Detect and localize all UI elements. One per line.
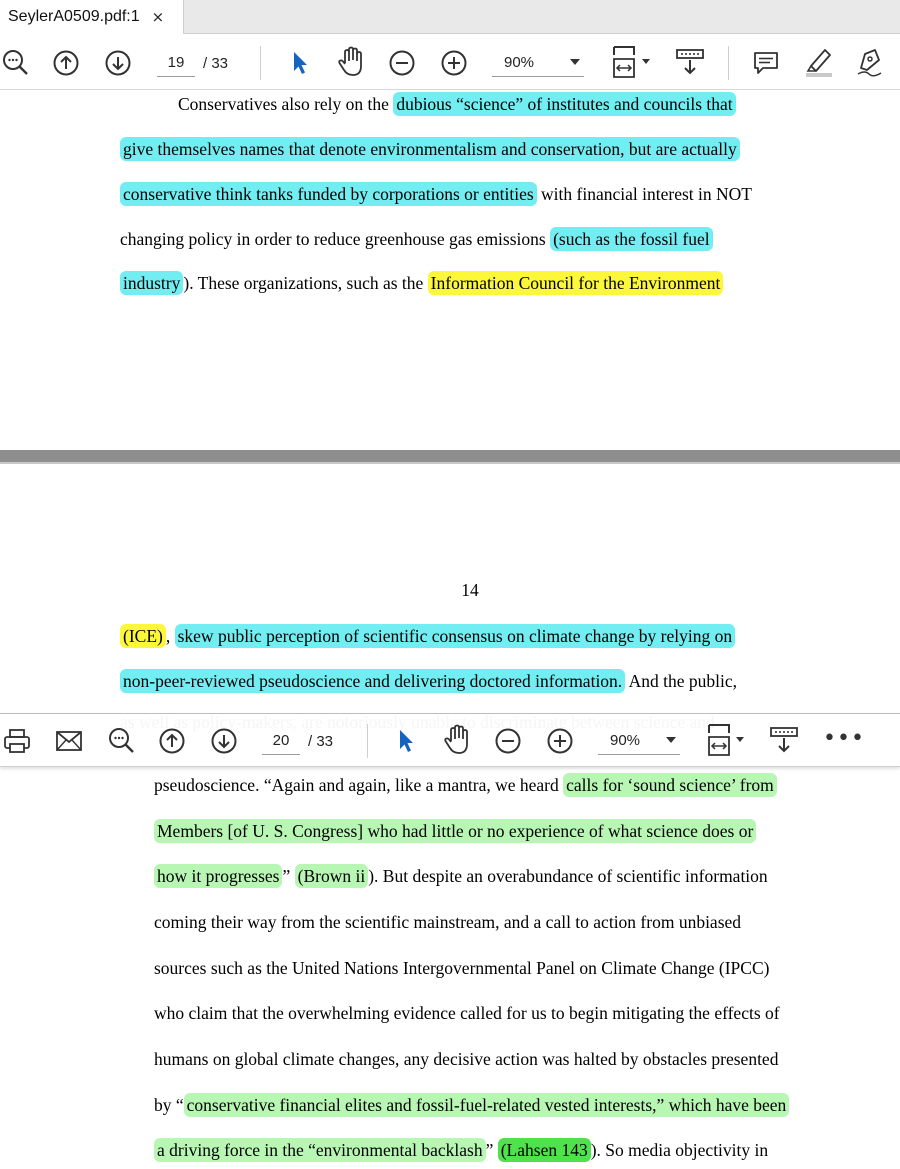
toolbar-divider	[728, 46, 729, 80]
highlight-annotation[interactable]: conservative financial elites and fossil-fuel-related vested interests,” which have been	[184, 1093, 790, 1117]
highlight-annotation[interactable]: dubious “science” of institutes and councils that	[393, 92, 735, 116]
text-run: Conservatives also rely on the	[178, 94, 394, 114]
highlight-annotation[interactable]: Information Council for the Environment	[428, 271, 724, 295]
highlight-annotation[interactable]: (Brown ii	[295, 864, 369, 888]
highlight-annotation[interactable]: a driving force in the “environmental backlash	[154, 1138, 486, 1162]
highlight-annotation[interactable]: (Lahsen 143	[498, 1138, 591, 1162]
chevron-down-icon	[666, 737, 676, 743]
print-icon[interactable]	[2, 726, 32, 756]
text-line	[120, 228, 713, 250]
text-line	[154, 820, 756, 842]
text-line	[154, 1094, 789, 1116]
document-tab[interactable]	[0, 0, 184, 34]
text-line	[154, 1048, 778, 1070]
scroll-mode-icon[interactable]	[769, 724, 799, 756]
search-icon[interactable]	[0, 47, 30, 77]
floating-toolbar	[0, 713, 900, 767]
toolbar-divider	[367, 724, 368, 758]
hand-icon[interactable]	[442, 724, 472, 756]
page-number-input[interactable]: 19	[157, 49, 195, 77]
zoom-out-icon[interactable]	[388, 49, 416, 77]
text-run: ”	[485, 1140, 498, 1160]
chevron-down-icon	[570, 59, 580, 65]
zoom-select[interactable]	[598, 727, 680, 755]
highlight-annotation[interactable]: give themselves names that denote environmentalism and conservation, but are actually	[120, 137, 740, 161]
text-run: ). But despite an overabundance of scientific information	[368, 866, 768, 886]
text-run: pseudoscience. “Again and again, like a mantra, we heard	[154, 775, 564, 795]
page-total: / 33	[308, 733, 334, 750]
select-arrow-icon[interactable]	[394, 726, 418, 756]
fit-page-icon[interactable]	[610, 45, 638, 79]
text-line	[120, 272, 723, 294]
text-run: ). These organizations, such as the	[183, 273, 428, 293]
text-run: with financial interest in NOT	[536, 184, 752, 204]
highlight-icon[interactable]	[803, 46, 835, 78]
highlight-annotation[interactable]: industry	[120, 271, 183, 295]
zoom-value: 90%	[610, 732, 641, 749]
text-run: coming their way from the scientific mainstream, and a call to action from unbiased	[154, 912, 742, 932]
text-run: ”	[282, 866, 295, 886]
search-icon[interactable]	[106, 725, 136, 755]
text-line	[154, 1139, 768, 1161]
text-line	[178, 93, 736, 115]
fit-page-dropdown-icon[interactable]	[736, 737, 744, 742]
text-run: who claim that the overwhelming evidence called for us to begin mitigating the effects of	[154, 1003, 780, 1023]
sign-icon[interactable]	[855, 46, 887, 78]
text-run: sources such as the United Nations Intergovernmental Panel on Climate Change (IPCC)	[154, 958, 770, 978]
page-number: 14	[461, 580, 479, 600]
page-down-icon[interactable]	[210, 727, 238, 755]
highlight-annotation[interactable]: how it progresses	[154, 864, 282, 888]
mail-icon[interactable]	[54, 726, 84, 756]
text-line	[154, 865, 768, 887]
page-down-icon[interactable]	[104, 49, 132, 77]
text-run: ). So media objectivity in	[590, 1140, 769, 1160]
text-run: And the public,	[625, 671, 737, 691]
text-run: by “	[154, 1095, 184, 1115]
text-run: humans on global climate changes, any decisive action was halted by obstacles presented	[154, 1049, 779, 1069]
highlight-annotation[interactable]: calls for ‘sound science’ from	[563, 773, 777, 797]
text-line	[120, 183, 752, 205]
highlight-annotation[interactable]: conservative think tanks funded by corporations or entities	[120, 182, 537, 206]
zoom-value: 90%	[504, 54, 535, 71]
text-run: changing policy in order to reduce greenhouse gas emissions	[120, 229, 551, 249]
zoom-select[interactable]	[492, 49, 584, 77]
text-line	[154, 911, 741, 933]
page-total: / 33	[203, 55, 229, 72]
select-arrow-icon[interactable]	[288, 48, 312, 78]
more-icon[interactable]: •••	[823, 726, 865, 751]
text-line	[154, 957, 769, 979]
hand-icon[interactable]	[336, 46, 366, 78]
page-separator	[0, 450, 900, 462]
top-toolbar	[0, 34, 900, 90]
tab-bar	[0, 0, 900, 34]
page-up-icon[interactable]	[52, 49, 80, 77]
fit-page-dropdown-icon[interactable]	[642, 59, 650, 64]
highlight-annotation[interactable]: (such as the fossil fuel	[550, 227, 713, 251]
text-line	[154, 1002, 780, 1024]
zoom-in-icon[interactable]	[440, 49, 468, 77]
toolbar-divider	[260, 46, 261, 80]
highlight-annotation[interactable]: Members [of U. S. Congress] who had little or no experience of what science does or	[154, 819, 756, 843]
text-line	[120, 138, 740, 160]
comment-icon[interactable]	[752, 48, 780, 78]
text-line	[154, 774, 777, 796]
page-number-input[interactable]: 20	[262, 727, 300, 755]
page-up-icon[interactable]	[158, 727, 186, 755]
page-separator-edge	[0, 462, 900, 464]
highlight-annotation[interactable]: non-peer-reviewed pseudoscience and delivering doctored information.	[120, 669, 625, 693]
text-run: ,	[165, 626, 175, 646]
scroll-mode-icon[interactable]	[675, 46, 705, 78]
zoom-in-icon[interactable]	[546, 727, 574, 755]
zoom-out-icon[interactable]	[494, 727, 522, 755]
highlight-annotation[interactable]: (ICE)	[120, 624, 166, 648]
text-line	[120, 625, 735, 647]
tab-title: SeylerA0509.pdf:1	[8, 8, 140, 25]
highlight-annotation[interactable]: skew public perception of scientific consensus on climate change by relying on	[175, 624, 736, 648]
text-line	[120, 670, 737, 692]
fit-page-icon[interactable]	[705, 723, 733, 757]
close-tab-icon[interactable]: ×	[151, 8, 165, 26]
